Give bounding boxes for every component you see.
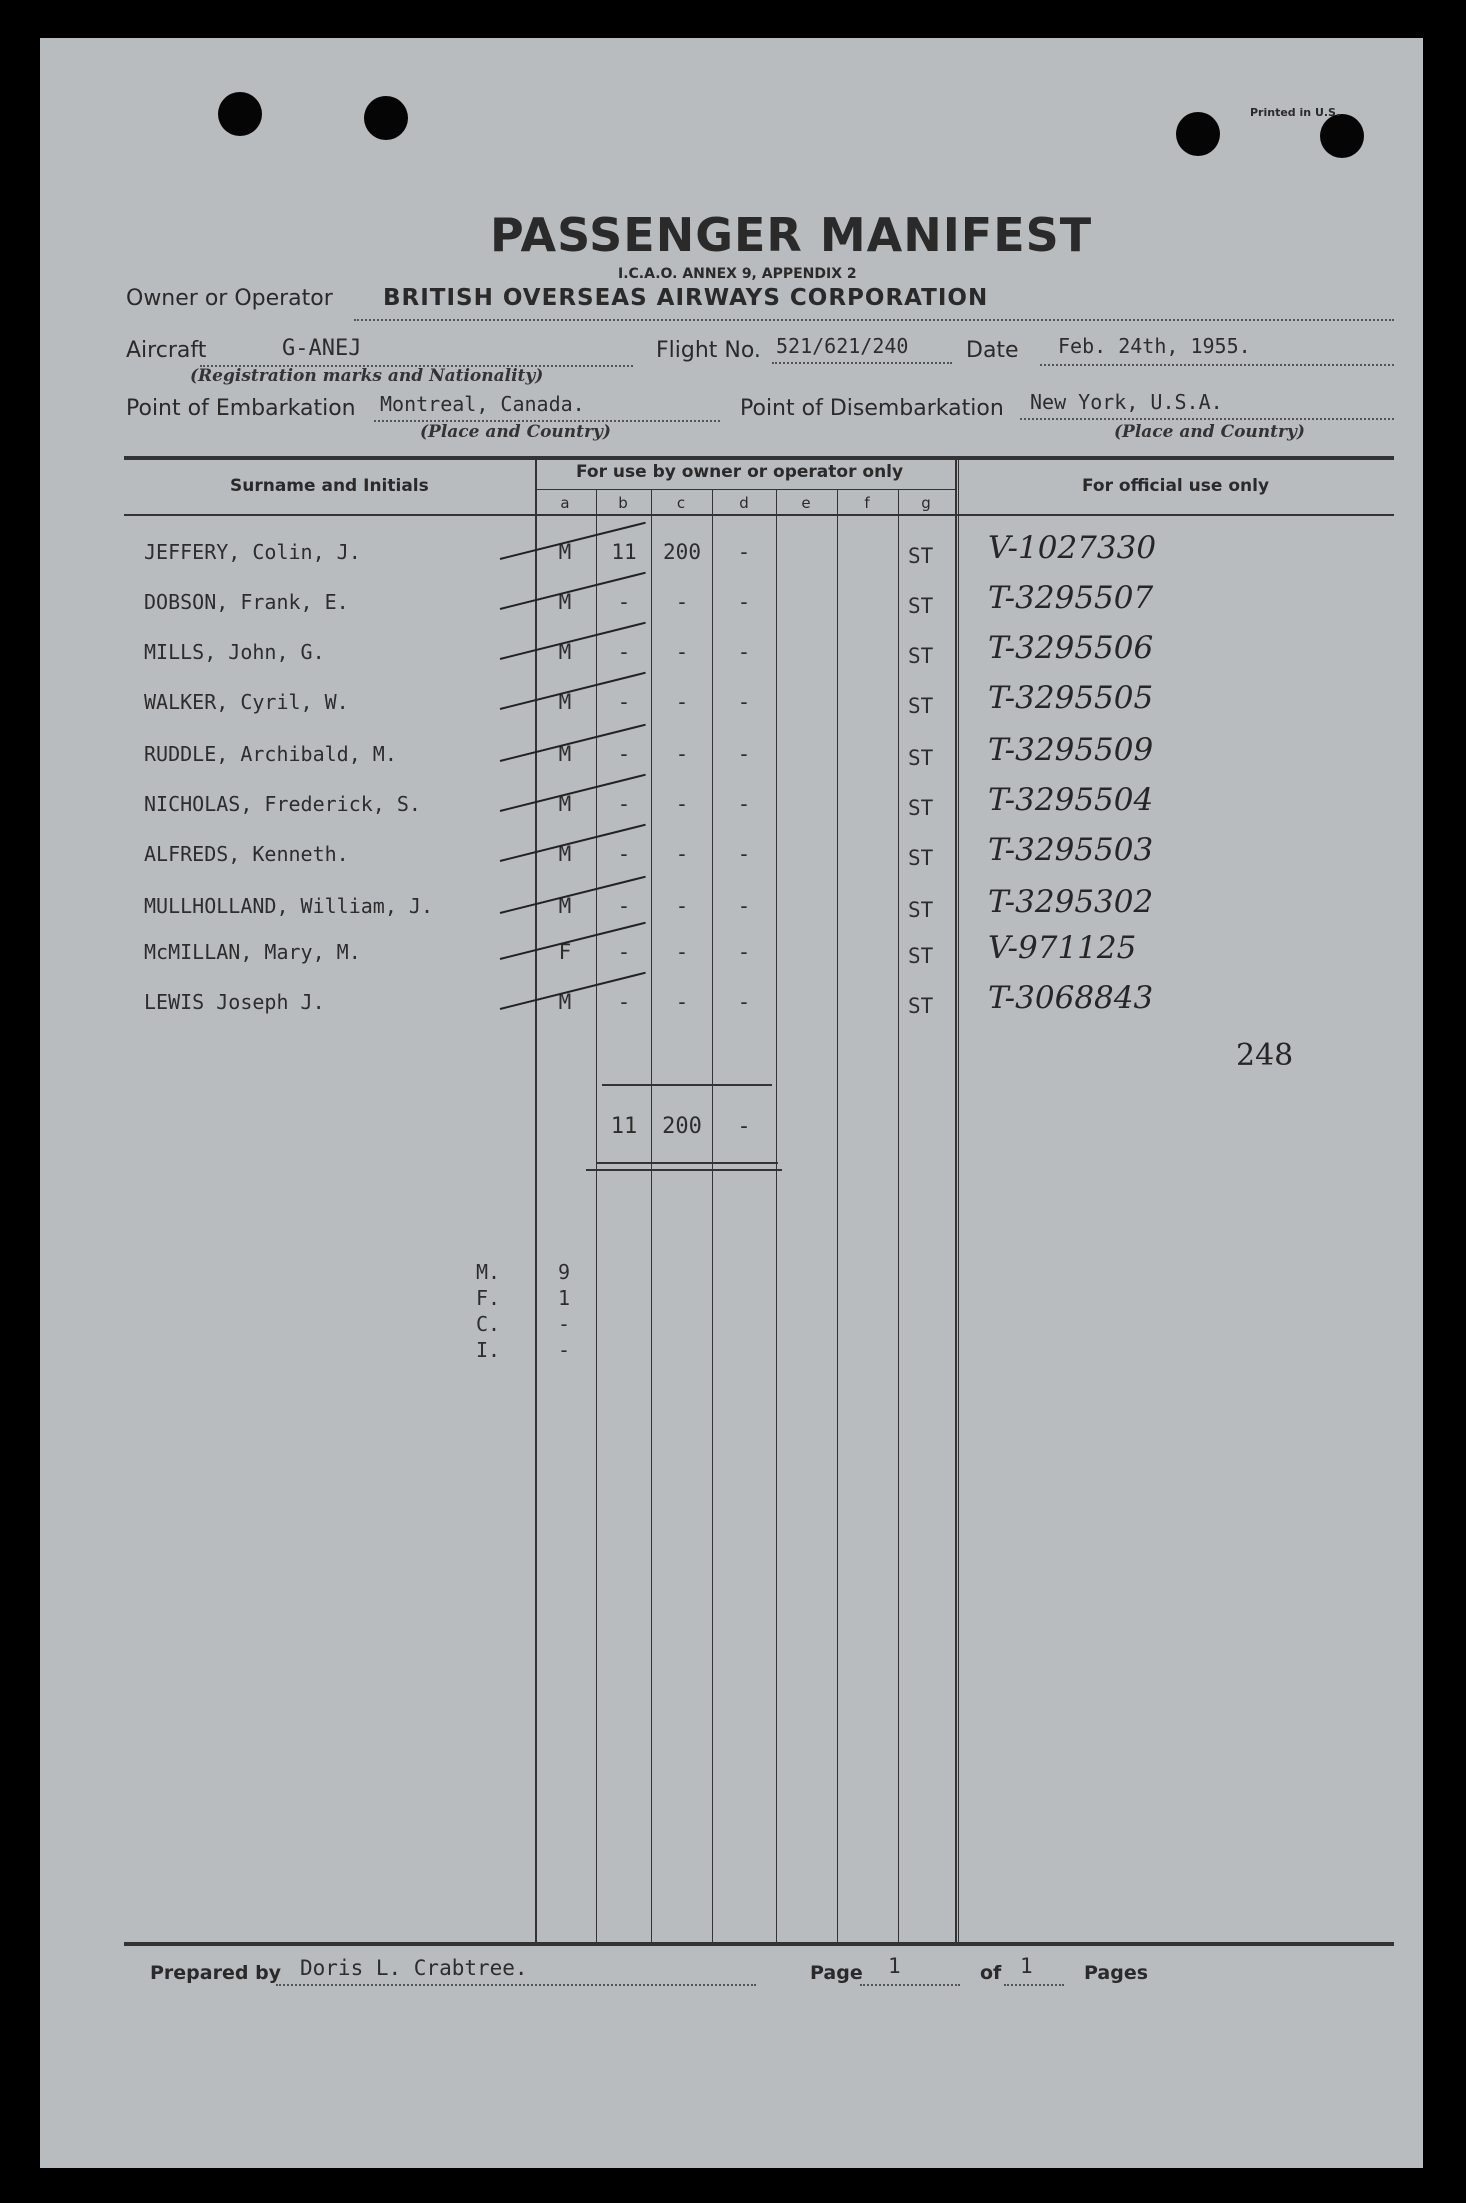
total-d: - [737,1114,751,1139]
cell-d: - [737,940,751,964]
cell-a: M [558,990,572,1014]
cell-b: - [617,742,631,766]
flight-label: Flight No. [656,338,761,363]
official-number: V-971125 [988,930,1137,966]
cell-d: - [737,690,751,714]
official-number: T-3295302 [988,884,1154,920]
subcolumn-f: f [864,494,870,512]
cell-a: F [558,940,572,964]
summary-label: M. [476,1260,501,1284]
printed-mark: Printed in U.S. [1250,106,1341,119]
official-number: T-3295506 [988,630,1154,666]
cell-g: ST [908,846,934,870]
disembark-value: New York, U.S.A. [1030,390,1223,414]
aircraft-label: Aircraft [126,338,207,363]
passenger-name: MILLS, John, G. [144,640,325,664]
official-number: T-3295507 [988,580,1154,616]
punch-hole [1320,114,1364,158]
subcolumn-g: g [921,494,931,512]
cell-g: ST [908,944,934,968]
pages-label: Pages [1084,1962,1149,1984]
column-owner-use: For use by owner or operator only [576,462,904,482]
cell-d: - [737,540,751,564]
embark-value: Montreal, Canada. [380,392,585,416]
page-label: Page [810,1962,863,1984]
cell-a: M [558,894,572,918]
cell-d: - [737,990,751,1014]
punch-hole [218,92,262,136]
cell-c: - [675,940,689,964]
punch-hole [1176,112,1220,156]
subcolumn-a: a [560,494,570,512]
summary-label: F. [476,1286,501,1310]
official-number: T-3295509 [988,732,1154,768]
manifest-sheet [40,38,1423,2168]
margin-note: 248 [1236,1038,1294,1073]
official-number: T-3068843 [988,980,1154,1016]
passenger-name: McMILLAN, Mary, M. [144,940,361,964]
cell-b: - [617,792,631,816]
summary-label: C. [476,1312,501,1336]
cell-c: - [675,742,689,766]
cell-a: M [558,842,572,866]
disembark-label: Point of Disembarkation [740,396,1004,421]
cell-g: ST [908,994,934,1018]
cell-b: - [617,894,631,918]
passenger-name: JEFFERY, Colin, J. [144,540,361,564]
summary-value: 9 [558,1260,571,1284]
punch-hole [364,96,408,140]
passenger-name: DOBSON, Frank, E. [144,590,349,614]
passenger-name: NICHOLAS, Frederick, S. [144,792,421,816]
summary-label: I. [476,1338,501,1362]
cell-g: ST [908,694,934,718]
passenger-name: LEWIS Joseph J. [144,990,325,1014]
cell-d: - [737,742,751,766]
total-b: 11 [610,1114,638,1139]
aircraft-value: G-ANEJ [282,336,362,361]
date-value: Feb. 24th, 1955. [1058,334,1251,358]
cell-a: M [558,540,572,564]
cell-b: - [617,590,631,614]
cell-g: ST [908,544,934,568]
cell-b: - [617,842,631,866]
cell-a: M [558,742,572,766]
passenger-name: RUDDLE, Archibald, M. [144,742,397,766]
cell-a: M [558,590,572,614]
cell-g: ST [908,796,934,820]
passenger-name: MULLHOLLAND, William, J. [144,894,433,918]
cell-b: - [617,990,631,1014]
cell-g: ST [908,594,934,618]
total-c: 200 [662,1114,702,1139]
summary-value: 1 [558,1286,571,1310]
cell-b: - [617,690,631,714]
official-number: V-1027330 [988,530,1157,566]
embark-note: (Place and Country) [420,422,611,442]
cell-b: 11 [611,540,637,564]
column-surname: Surname and Initials [230,476,429,496]
official-number: T-3295504 [988,782,1154,818]
page-value: 1 [888,1954,901,1978]
subcolumn-d: d [739,494,749,512]
embark-label: Point of Embarkation [126,396,356,421]
cell-c: - [675,690,689,714]
cell-g: ST [908,898,934,922]
aircraft-note: (Registration marks and Nationality) [190,366,544,386]
cell-b: - [617,940,631,964]
prepared-label: Prepared by [150,1962,282,1984]
official-number: T-3295505 [988,680,1154,716]
passenger-name: ALFREDS, Kenneth. [144,842,349,866]
cell-a: M [558,640,572,664]
owner-value: BRITISH OVERSEAS AIRWAYS CORPORATION [383,285,989,311]
cell-c: - [675,894,689,918]
cell-c: - [675,842,689,866]
of-value: 1 [1020,1954,1033,1978]
cell-c: - [675,792,689,816]
cell-c: - [675,640,689,664]
column-official-use: For official use only [1082,476,1270,496]
summary-value: - [558,1338,571,1362]
subcolumn-e: e [801,494,811,512]
cell-b: - [617,640,631,664]
date-label: Date [966,338,1019,363]
cell-d: - [737,894,751,918]
cell-g: ST [908,746,934,770]
cell-a: M [558,792,572,816]
summary-value: - [558,1312,571,1336]
cell-c: 200 [663,540,701,564]
flight-value: 521/621/240 [776,334,909,358]
subcolumn-b: b [618,494,628,512]
owner-label: Owner or Operator [126,286,333,311]
of-label: of [980,1962,1002,1984]
cell-g: ST [908,644,934,668]
cell-d: - [737,842,751,866]
passenger-name: WALKER, Cyril, W. [144,690,349,714]
disembark-note: (Place and Country) [1114,422,1305,442]
prepared-value: Doris L. Crabtree. [300,1956,528,1980]
subcolumn-c: c [676,494,686,512]
page-title: PASSENGER MANIFEST [490,208,1093,262]
cell-c: - [675,590,689,614]
official-number: T-3295503 [988,832,1154,868]
cell-a: M [558,690,572,714]
cell-d: - [737,792,751,816]
cell-c: - [675,990,689,1014]
cell-d: - [737,590,751,614]
page-subtitle: I.C.A.O. ANNEX 9, APPENDIX 2 [618,266,857,282]
cell-d: - [737,640,751,664]
